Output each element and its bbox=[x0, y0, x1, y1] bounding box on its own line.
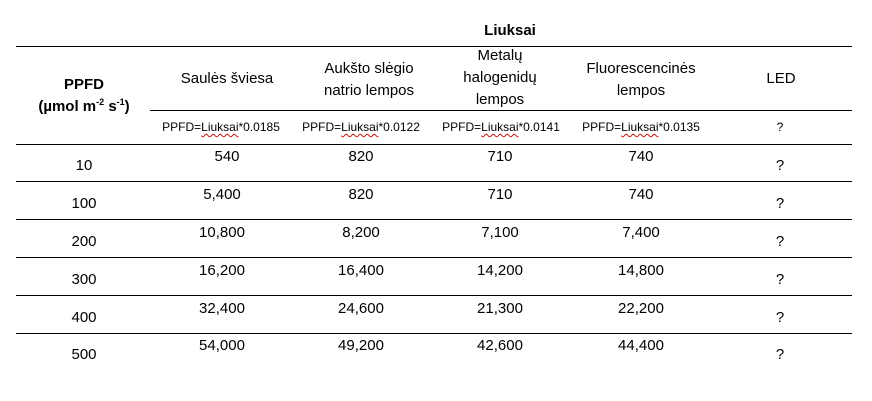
value-led: ? bbox=[775, 271, 785, 288]
value-sunlight: 540 bbox=[214, 148, 240, 165]
value-sunlight: 16,200 bbox=[199, 262, 245, 279]
formula-metal-halide: PPFD=Liuksai*0.0141 bbox=[442, 120, 560, 134]
value-led: ? bbox=[775, 157, 785, 174]
rule-row-5 bbox=[16, 333, 852, 334]
value-sunlight: 32,400 bbox=[199, 300, 245, 317]
rule-row-1 bbox=[16, 181, 852, 182]
value-hps: 49,200 bbox=[338, 337, 384, 354]
value-led: ? bbox=[775, 233, 785, 250]
ppfd-title: PPFD bbox=[63, 76, 105, 93]
rule-row-2 bbox=[16, 219, 852, 220]
rule-row-4 bbox=[16, 295, 852, 296]
value-fluorescent: 7,400 bbox=[622, 224, 660, 241]
value-fluorescent: 14,800 bbox=[618, 262, 664, 279]
ppfd-value: 300 bbox=[71, 271, 97, 288]
value-metal-halide: 21,300 bbox=[477, 300, 523, 317]
col-header-fluorescent: Fluorescencinės lempos bbox=[586, 60, 696, 99]
value-sunlight: 54,000 bbox=[199, 337, 245, 354]
value-metal-halide: 7,100 bbox=[481, 224, 519, 241]
formula-sunlight: PPFD=Liuksai*0.0185 bbox=[162, 120, 280, 134]
group-header-liuksai: Liuksai bbox=[484, 22, 536, 39]
value-metal-halide: 42,600 bbox=[477, 337, 523, 354]
ppfd-value: 200 bbox=[71, 233, 97, 250]
value-fluorescent: 740 bbox=[628, 186, 654, 203]
value-metal-halide: 14,200 bbox=[477, 262, 523, 279]
formula-fluorescent: PPFD=Liuksai*0.0135 bbox=[582, 120, 700, 134]
value-led: ? bbox=[775, 195, 785, 212]
formula-hps: PPFD=Liuksai*0.0122 bbox=[302, 120, 420, 134]
ppfd-unit: (µmol $m^{-2}$ $s^{-1}$) bbox=[38, 97, 130, 115]
rule-header-bottom bbox=[16, 144, 852, 145]
col-header-hps: Aukšto slėgio natrio lempos bbox=[323, 60, 415, 99]
rule-row-3 bbox=[16, 257, 852, 258]
ppfd-value: 10 bbox=[75, 157, 93, 174]
ppfd-value: 500 bbox=[71, 346, 97, 363]
col-header-led: LED bbox=[766, 70, 796, 87]
col-header-sunlight: Saulės šviesa bbox=[180, 70, 274, 87]
formula-led: ? bbox=[776, 120, 784, 134]
value-hps: 24,600 bbox=[338, 300, 384, 317]
value-metal-halide: 710 bbox=[487, 148, 513, 165]
value-fluorescent: 22,200 bbox=[618, 300, 664, 317]
value-hps: 8,200 bbox=[342, 224, 380, 241]
ppfd-value: 100 bbox=[71, 195, 97, 212]
ppfd-header bbox=[38, 74, 129, 118]
value-fluorescent: 44,400 bbox=[618, 337, 664, 354]
value-fluorescent: 740 bbox=[628, 148, 654, 165]
value-hps: 820 bbox=[348, 186, 374, 203]
value-led: ? bbox=[775, 309, 785, 326]
ppfd-value: 400 bbox=[71, 309, 97, 326]
value-led: ? bbox=[775, 346, 785, 363]
value-hps: 16,400 bbox=[338, 262, 384, 279]
col-header-metal-halide: Metalų halogenidų lempos bbox=[463, 47, 537, 108]
value-metal-halide: 710 bbox=[487, 186, 513, 203]
rule-top bbox=[16, 46, 852, 47]
value-hps: 820 bbox=[348, 148, 374, 165]
value-sunlight: 10,800 bbox=[199, 224, 245, 241]
value-sunlight: 5,400 bbox=[203, 186, 241, 203]
